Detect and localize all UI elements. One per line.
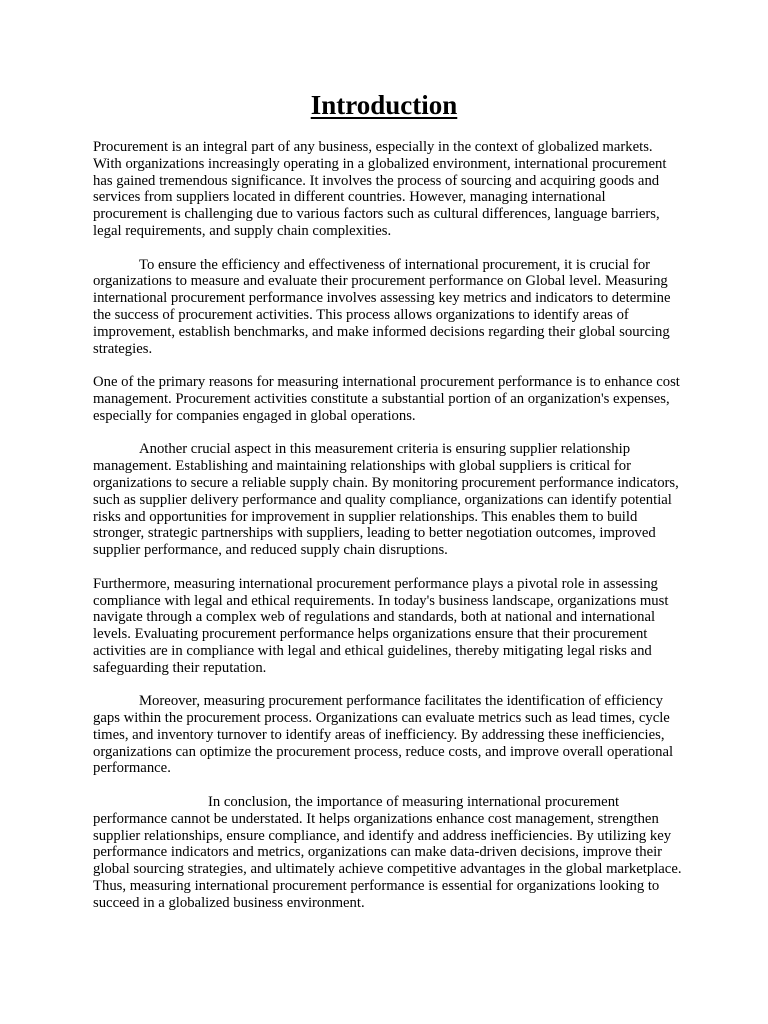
paragraph-intro: Procurement is an integral part of any business, especially in the context of globalized markets. With organizations increasingly operating in a globalized environment, international procurement has gained tremendous significance. It involves the process of sourcing and acquiring goods and services from suppliers located in different countries. However, managing international procurement is challenging due to various factors such as cultural differences, language barriers, legal requirements, and supply chain complexities. xyxy=(93,139,667,239)
paragraph-efficiency-gaps: Moreover, measuring procurement performance facilitates the identification of efficiency gaps within the procurement process. Organizations can evaluate metrics such as lead times, cycle times, and inventory turnover to identify areas of inefficiency. By addressing these inefficiencies, organizations can optimize the procurement process, reduce costs, and improve overall operational performance. xyxy=(93,693,674,777)
paragraph-cost-management: One of the primary reasons for measuring international procurement performance is to enhance cost management. Procurement activities constitute a substantial portion of an organization's expenses, especially for companies engaged in global operations. xyxy=(93,374,680,424)
document-body xyxy=(93,139,683,912)
page-title-text: Introduction xyxy=(310,90,458,120)
paragraph-compliance: Furthermore, measuring international procurement performance plays a pivotal role in assessing compliance with legal and ethical requirements. In today's business landscape, organizations must navigate through a complex web of regulations and standards, both at national and international levels. Evaluating procurement performance helps organizations ensure that their procurement activities are in compliance with legal and ethical guidelines, thereby mitigating legal risks and safeguarding their reputation. xyxy=(93,575,669,676)
paragraph-conclusion: In conclusion, the importance of measuring international procurement performance cannot be understated. It helps organizations enhance cost management, strengthen supplier relationships, ensure compliance, and identify and address inefficiencies. By utilizing key performance indicators and metrics, organizations can make data-driven decisions, improve their global sourcing strategies, and ultimately achieve competitive advantages in the global marketplace. Thus, measuring international procurement performance is essential for organizations looking to succeed in a globalized business environment. xyxy=(93,794,682,911)
paragraph-supplier-relationship: Another crucial aspect in this measurement criteria is ensuring supplier relationship management. Establishing and maintaining relationships with global suppliers is critical for organizations to secure a reliable supply chain. By monitoring procurement performance indicators, such as supplier delivery performance and quality compliance, organizations can identify potential risks and opportunities for improvement in supplier relationships. This enables them to build stronger, strategic partnerships with suppliers, leading to better negotiation outcomes, improved supplier performance, and reduced supply chain disruptions. xyxy=(93,441,679,559)
page-title xyxy=(0,88,768,122)
paragraph-efficiency: To ensure the efficiency and effectiveness of international procurement, it is crucial for organizations to measure and evaluate their procurement performance on Global level. Measuring international procurement performance involves assessing key metrics and indicators to determine the success of procurement activities. This process allows organizations to identify areas of improvement, establish benchmarks, and make informed decisions regarding their global sourcing strategies. xyxy=(93,256,671,357)
